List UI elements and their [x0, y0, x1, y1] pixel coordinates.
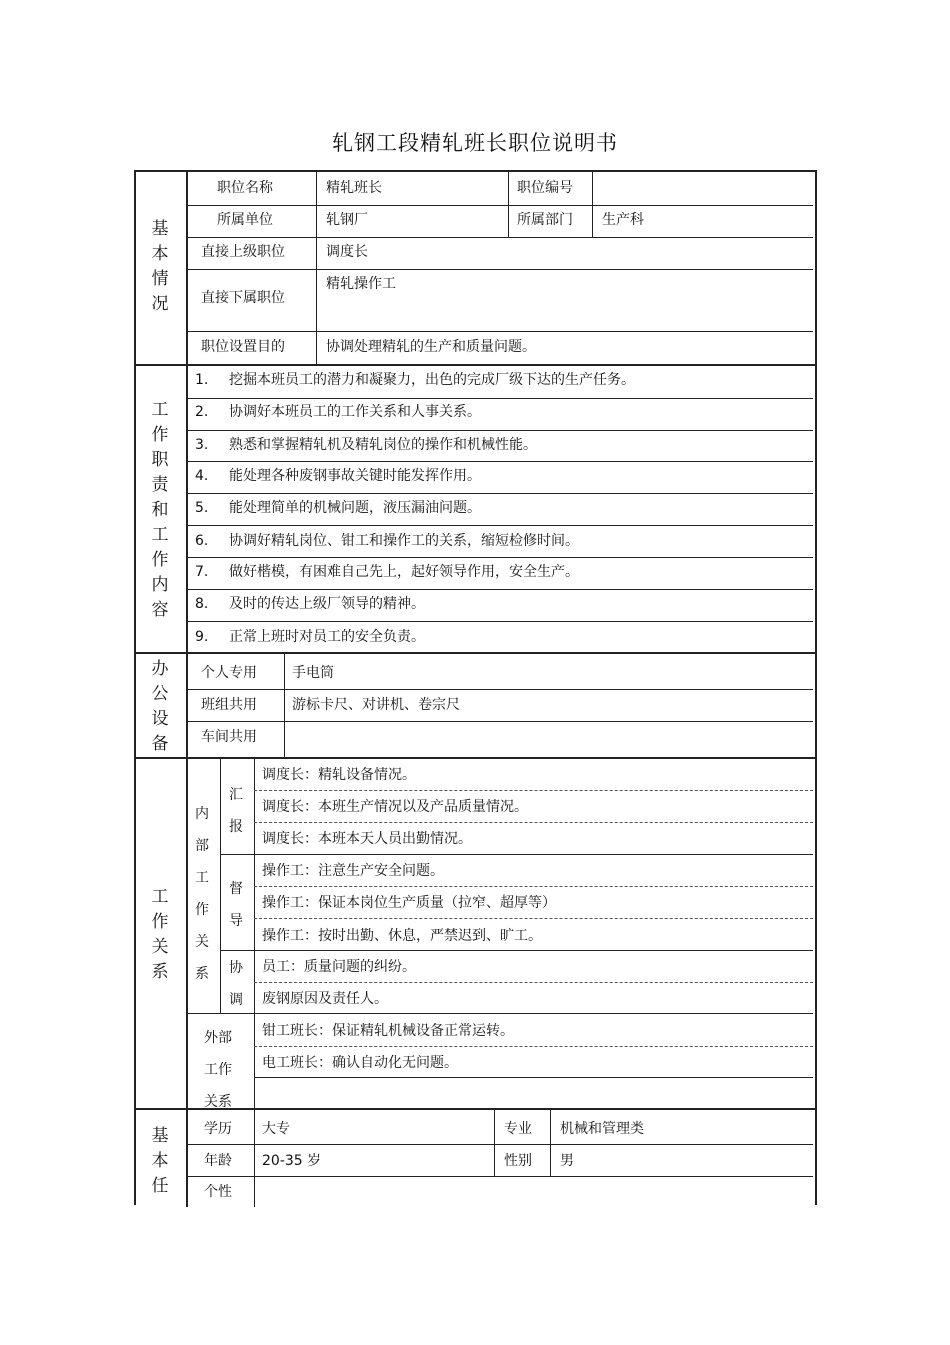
subordinate-value: 精轧操作工 — [326, 276, 396, 292]
equipment-label: 车间共用 — [201, 729, 257, 745]
unit-value: 轧钢厂 — [326, 212, 368, 228]
department-value: 生产科 — [602, 212, 644, 228]
external-relations-label: 外部 工作 关系 — [204, 1030, 232, 1110]
section-label-equipment: 办 公 设 备 — [151, 659, 169, 754]
section-divider — [134, 364, 815, 366]
section-label-duties: 工 作 职 责 和 工 作 内 容 — [151, 400, 169, 620]
supervise-label: 督 导 — [229, 881, 243, 929]
equipment-label: 班组共用 — [201, 697, 257, 713]
duty-item: 8. 及时的传达上级厂领导的精神。 — [195, 596, 425, 612]
department-label: 所属部门 — [517, 212, 573, 228]
supervise-item: 操作工：按时出勤、休息，严禁迟到、旷工。 — [262, 928, 542, 944]
subordinate-label: 直接下属职位 — [201, 290, 285, 306]
unit-label: 所属单位 — [217, 212, 273, 228]
equipment-label: 个人专用 — [201, 665, 257, 681]
coordinate-item: 员工：质量问题的纠纷。 — [262, 959, 416, 975]
age-value: 20-35 岁 — [262, 1153, 322, 1169]
duty-item: 6. 协调好精轧岗位、钳工和操作工的关系，缩短检修时间。 — [195, 533, 579, 549]
superior-value: 调度长 — [326, 244, 368, 260]
external-item: 钳工班长：保证精轧机械设备正常运转。 — [262, 1023, 514, 1039]
job-description-table — [134, 170, 817, 1207]
duty-item: 4. 能处理各种废钢事故关键时能发挥作用。 — [195, 468, 481, 484]
age-label: 年龄 — [204, 1153, 232, 1169]
section-label-qualification: 基 本 任 — [151, 1126, 169, 1196]
major-label: 专业 — [504, 1121, 532, 1137]
coordinate-label: 协 调 — [229, 960, 243, 1008]
section-divider — [134, 757, 815, 759]
education-value: 大专 — [262, 1121, 290, 1137]
duty-item: 2. 协调好本班员工的工作关系和人事关系。 — [195, 404, 481, 420]
report-item: 调度长：本班生产情况以及产品质量情况。 — [262, 799, 528, 815]
section-divider — [134, 1108, 815, 1110]
position-name-label: 职位名称 — [217, 180, 273, 196]
superior-label: 直接上级职位 — [201, 244, 285, 260]
section-label-relations: 工 作 关 系 — [151, 887, 169, 982]
table-frame — [134, 170, 817, 1205]
report-label: 汇 报 — [229, 787, 243, 835]
supervise-item: 操作工：注意生产安全问题。 — [262, 863, 444, 879]
coordinate-item: 废钢原因及责任人。 — [262, 991, 388, 1007]
document-title: 轧钢工段精轧班长职位说明书 — [332, 131, 618, 155]
education-label: 学历 — [204, 1121, 232, 1137]
purpose-value: 协调处理精轧的生产和质量问题。 — [326, 339, 536, 355]
duty-item: 5. 能处理简单的机械问题，液压漏油问题。 — [195, 500, 481, 516]
equipment-value: 手电筒 — [292, 665, 334, 681]
duty-item: 9. 正常上班时对员工的安全负责。 — [195, 629, 425, 645]
equipment-value: 游标卡尺、对讲机、卷宗尺 — [292, 697, 460, 713]
personality-label: 个性 — [204, 1184, 232, 1200]
supervise-item: 操作工：保证本岗位生产质量（拉窄、超厚等） — [262, 895, 556, 911]
report-item: 调度长：精轧设备情况。 — [262, 767, 416, 783]
position-code-label: 职位编号 — [517, 180, 573, 196]
duty-item: 3. 熟悉和掌握精轧机及精轧岗位的操作和机械性能。 — [195, 437, 537, 453]
internal-relations-label: 内 部 工 作 关 系 — [195, 806, 209, 982]
position-name-value: 精轧班长 — [326, 180, 382, 196]
section-divider — [134, 652, 815, 654]
section-label-basic: 基 本 情 况 — [151, 219, 169, 314]
major-value: 机械和管理类 — [560, 1121, 644, 1137]
gender-label: 性别 — [504, 1153, 532, 1169]
gender-value: 男 — [560, 1153, 574, 1169]
report-item: 调度长：本班本天人员出勤情况。 — [262, 831, 472, 847]
duty-item: 1. 挖掘本班员工的潜力和凝聚力，出色的完成厂级下达的生产任务。 — [195, 372, 635, 388]
external-item: 电工班长：确认自动化无问题。 — [262, 1055, 458, 1071]
duty-item: 7. 做好楷模，有困难自己先上，起好领导作用，安全生产。 — [195, 564, 579, 580]
purpose-label: 职位设置目的 — [201, 339, 285, 355]
